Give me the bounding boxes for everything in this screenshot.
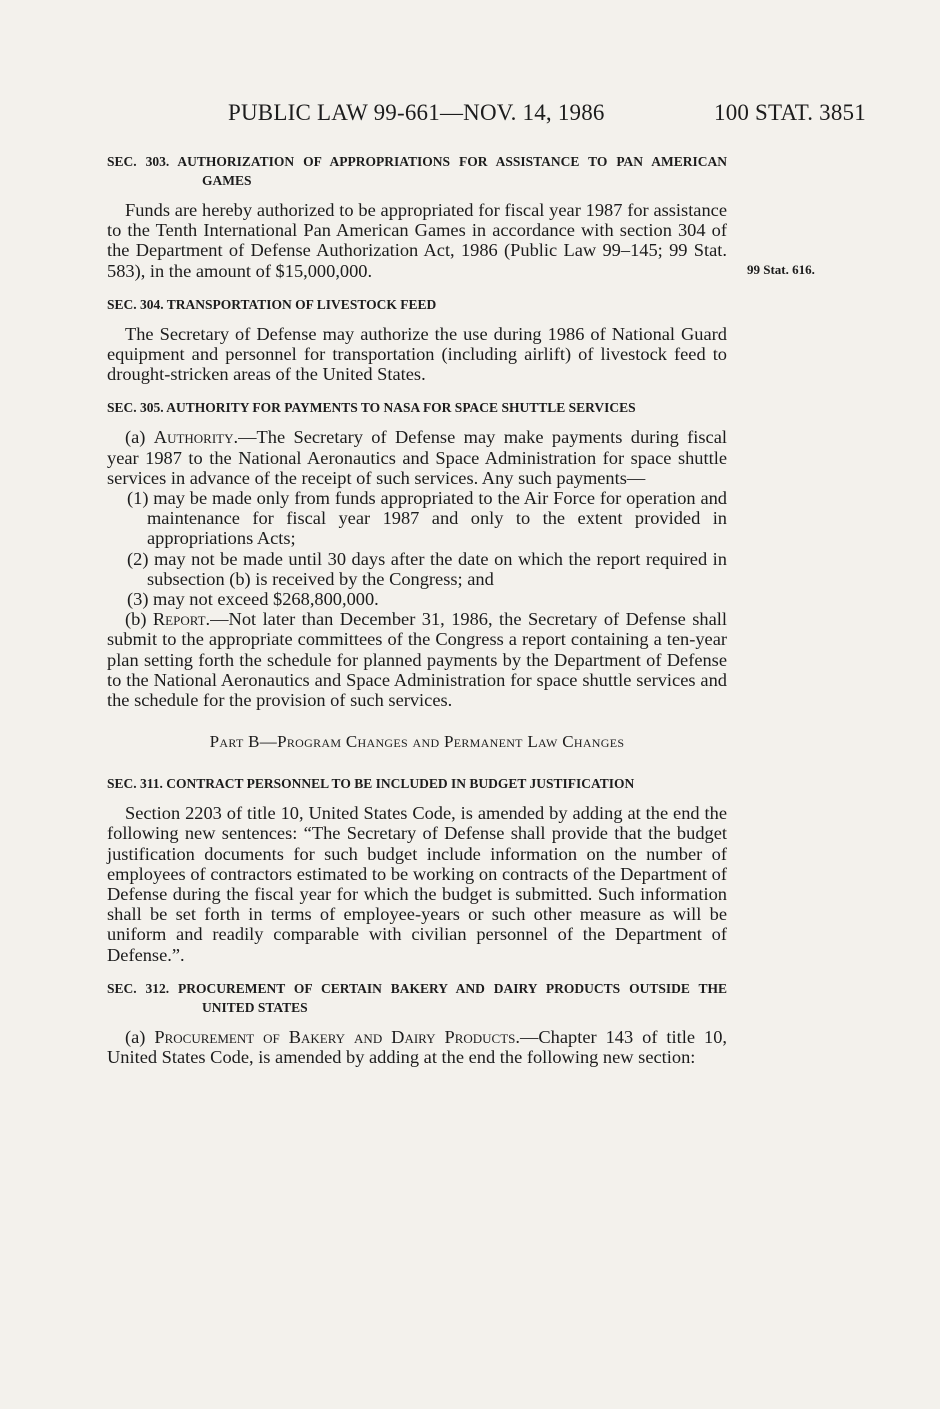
paragraph-item-2: (2) may not be made until 30 days after the date on which the report required in subsection (b) is received by the Congress; and: [127, 548, 727, 589]
section-311-body: Section 2203 of title 10, United States Code, is amended by adding at the end the following new sentences: “The Secretary of Defense shall provide that the budget justification documents for such budget include information on the number of employees of contractors estimated to be working on contracts of the Department of Defense during the fiscal year for which the budget is submitted. Such information shall be set forth in terms of employee-years or such other measure as will be uniform and readily comparable with civilian personnel of the Department of Defense.”.: [107, 803, 727, 965]
section-311-heading: SEC. 311. CONTRACT PERSONNEL TO BE INCLUDED IN BUDGET JUSTIFICATION: [107, 776, 635, 792]
section-312-a-text: —Chapter 143 of title 10, United States Code, is amended by adding at the end the following new section:: [107, 1026, 727, 1068]
section-312-heading: SEC. 312. PROCUREMENT OF CERTAIN BAKERY AND DAIRY PRODUCTS OUTSIDE THE UNITED STATES: [107, 980, 727, 1015]
subsection-a-label: (a): [125, 427, 154, 448]
section-303-heading: SEC. 303. AUTHORIZATION OF APPROPRIATIONS FOR ASSISTANCE TO PAN AMERICAN GAMES: [107, 154, 727, 188]
running-header-page-number: 100 STAT. 3851: [714, 100, 866, 125]
subsection-b-caption: Report.: [152, 609, 211, 630]
subsection-a-text: —The Secretary of Defense may make payments during fiscal year 1987 to the National Aeronautics and Space Administration for space shuttle services in advance of the receipt of such services. Any such payments—: [107, 427, 727, 488]
part-b-heading: Part B—Program Changes and Permanent Law Changes: [209, 732, 625, 752]
section-312-a-label: (a): [125, 1026, 155, 1047]
subsection-b-label: (b): [125, 609, 153, 630]
text-column: [107, 152, 727, 1067]
section-312-a-caption: Procurement of Bakery and Dairy Products.: [154, 1026, 520, 1047]
margin-note-citation: 99 Stat. 616.: [747, 262, 815, 277]
paragraph-item-1: (1) may be made only from funds appropriated to the Air Force for operation and maintenance for fiscal year 1987 and only to the extent provided in appropriations Acts;: [127, 488, 727, 549]
section-305-heading: SEC. 305. AUTHORITY FOR PAYMENTS TO NASA FOR SPACE SHUTTLE SERVICES: [107, 400, 636, 416]
paragraph-item-3: (3) may not exceed $268,800,000.: [127, 589, 379, 610]
section-312-subsection-a: [107, 1027, 727, 1067]
section-303-body: Funds are hereby authorized to be appropriated for fiscal year 1987 for assistance to the Tenth International Pan American Games in accordance with section 304 of the Department of Defense Authorization Act, 1986 (Public Law 99–145; 99 Stat. 583), in the amount of $15,000,000.: [107, 200, 727, 281]
subsection-b-text: —Not later than December 31, 1986, the Secretary of Defense shall submit to the appropriate committees of the Congress a report containing a ten-year plan setting forth the schedule for planned payments by the Department of Defense to the National Aeronautics and Space Administration for space shuttle services and the schedule for the provision of such services.: [107, 609, 727, 711]
section-305-subsection-a: [107, 427, 727, 488]
section-305-subsection-b: [107, 609, 727, 710]
section-304-heading: SEC. 304. TRANSPORTATION OF LIVESTOCK FEED: [107, 296, 437, 312]
running-header-title: PUBLIC LAW 99-661—NOV. 14, 1986: [228, 100, 605, 125]
section-304-body: The Secretary of Defense may authorize the use during 1986 of National Guard equipment and personnel for transportation (including airlift) of livestock feed to drought-stricken areas of the United States.: [107, 323, 727, 385]
subsection-a-caption: Authority.: [153, 427, 239, 448]
